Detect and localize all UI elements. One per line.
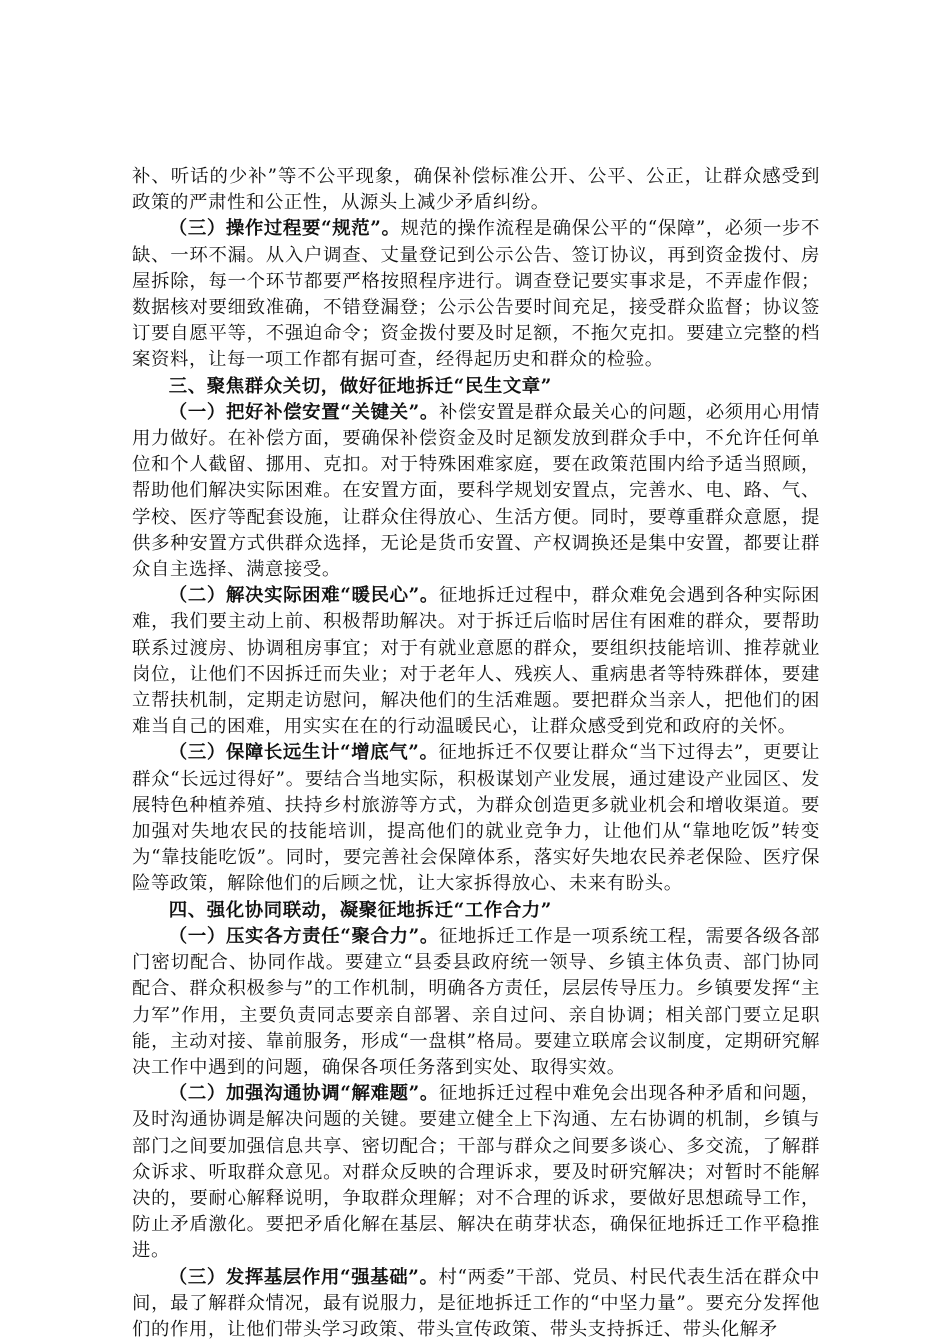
section-heading-3 xyxy=(132,374,820,400)
paragraph-practical-difficulties xyxy=(132,583,820,740)
paragraph-lead: （二）解决实际困难“暖民心”。 xyxy=(168,585,439,607)
paragraph-text: 规范的操作流程是确保公平的“保障”，必须一步不缺、一环不漏。从入户调查、丈量登记到公示公告、签订协议，再到资金拨付、房屋拆除，每一个环节都要严格按照程序进行。调查登记要实事求是，不弄虚作假；数据核对要细致准确，不错登漏登；公示公告要时间充足，接受群众监督；协议签订要自愿平等，不强迫命令；资金拨付要及时足额，不拖欠克扣。要建立完整的档案资料，让每一项工作都有据可查，经得起历史和群众的检验。 xyxy=(132,218,820,371)
paragraph-operation-process xyxy=(132,216,820,373)
paragraph-continuation xyxy=(132,164,820,216)
paragraph-compensation xyxy=(132,400,820,583)
paragraph-lead: （一）把好补偿安置“关键关”。 xyxy=(168,401,439,423)
paragraph-text: 村“两委”干部、党员、村民代表生活在群众中间，最了解群众情况，最有说服力，是征地拆迁工作的“中坚力量”。要充分发挥他们的作用，让他们带头学习政策、带头宣传政策、带头支持拆迁、带头化解矛 xyxy=(132,1266,820,1340)
paragraph-text: 征地拆迁过程中难免会出现各种矛盾和问题，及时沟通协调是解决问题的关键。要建立健全上下沟通、左右协调的机制，乡镇与部门之间要加强信息共享、密切配合；干部与群众之间要多谈心、多交流，了解群众诉求、听取群众意见。对群众反映的合理诉求，要及时研究解决；对暂时不能解决的，要耐心解释说明，争取群众理解；对不合理的诉求，要做好思想疏导工作，防止矛盾激化。要把矛盾化解在基层、解决在萌芽状态，确保征地拆迁工作平稳推进。 xyxy=(132,1083,820,1262)
section-heading-4 xyxy=(132,898,820,924)
paragraph-text: 征地拆迁过程中，群众难免会遇到各种实际困难，我们要主动上前、积极帮助解决。对于拆迁后临时居住有困难的群众，要帮助联系过渡房、协调租房事宜；对于有就业意愿的群众，要组织技能培训、推荐就业岗位，让他们不因拆迁而失业；对于老年人、残疾人、重病患者等特殊群体，要建立帮扶机制，定期走访慰问，解决他们的生活难题。要把群众当亲人，把他们的困难当自己的困难，用实实在在的行动温暖民心，让群众感受到党和政府的关怀。 xyxy=(132,585,820,738)
paragraph-lead: （三）发挥基层作用“强基础”。 xyxy=(168,1266,439,1288)
paragraph-lead: （二）加强沟通协调“解难题”。 xyxy=(168,1083,439,1105)
section-heading-text: 四、强化协同联动，凝聚征地拆迁“工作合力” xyxy=(168,899,552,921)
document-page xyxy=(132,164,820,1343)
paragraph-lead: （三）保障长远生计“增底气”。 xyxy=(168,742,439,764)
paragraph-text: 补偿安置是群众最关心的问题，必须用心用情用力做好。在补偿方面，要确保补偿资金及时足额发放到群众手中，不允许任何单位和个人截留、挪用、克扣。对于特殊困难家庭，要在政策范围内给予适当照顾，帮助他们解决实际困难。在安置方面，要科学规划安置点，完善水、电、路、气、学校、医疗等配套设施，让群众住得放心、生活方便。同时，要尊重群众意愿，提供多种安置方式供群众选择，无论是货币安置、产权调换还是集中安置，都要让群众自主选择、满意接受。 xyxy=(132,401,820,581)
paragraph-text: 征地拆迁工作是一项系统工程，需要各级各部门密切配合、协同作战。要建立“县委县政府统一领导、乡镇主体负责、部门协同配合、群众积极参与”的工作机制，明确各方责任，层层传导压力。乡镇要发挥“主力军”作用，主要负责同志要亲自部署、亲自过问、亲自协调；相关部门要立足职能，主动对接、靠前服务，形成“一盘棋”格局。要建立联席会议制度，定期研究解决工作中遇到的问题，确保各项任务落到实处、取得实效。 xyxy=(132,925,820,1078)
section-heading-text: 三、聚焦群众关切，做好征地拆迁“民生文章” xyxy=(168,375,552,397)
paragraph-lead: （一）压实各方责任“聚合力”。 xyxy=(168,925,439,947)
paragraph-grassroots xyxy=(132,1265,820,1344)
paragraph-text: 征地拆迁不仅要让群众“当下过得去”，更要让群众“长远过得好”。要结合当地实际，积极谋划产业发展，通过建设产业园区、发展特色种植养殖、扶持乡村旅游等方式，为群众创造更多就业机会和增收渠道。要加强对失地农民的技能培训，提高他们的就业竞争力，让他们从“靠地吃饭”转变为“靠技能吃饭”。同时，要完善社会保障体系，落实好失地农民养老保险、医疗保险等政策，解除他们的后顾之忧，让大家拆得放心、未来有盼头。 xyxy=(132,742,820,895)
paragraph-text: 补、听话的少补”等不公平现象，确保补偿标准公开、公平、公正，让群众感受到政策的严肃性和公正性，从源头上减少矛盾纠纷。 xyxy=(132,166,820,214)
paragraph-communication xyxy=(132,1081,820,1264)
paragraph-long-term-livelihood xyxy=(132,740,820,897)
paragraph-lead: （三）操作过程要“规范”。 xyxy=(168,218,401,240)
paragraph-responsibilities xyxy=(132,924,820,1081)
